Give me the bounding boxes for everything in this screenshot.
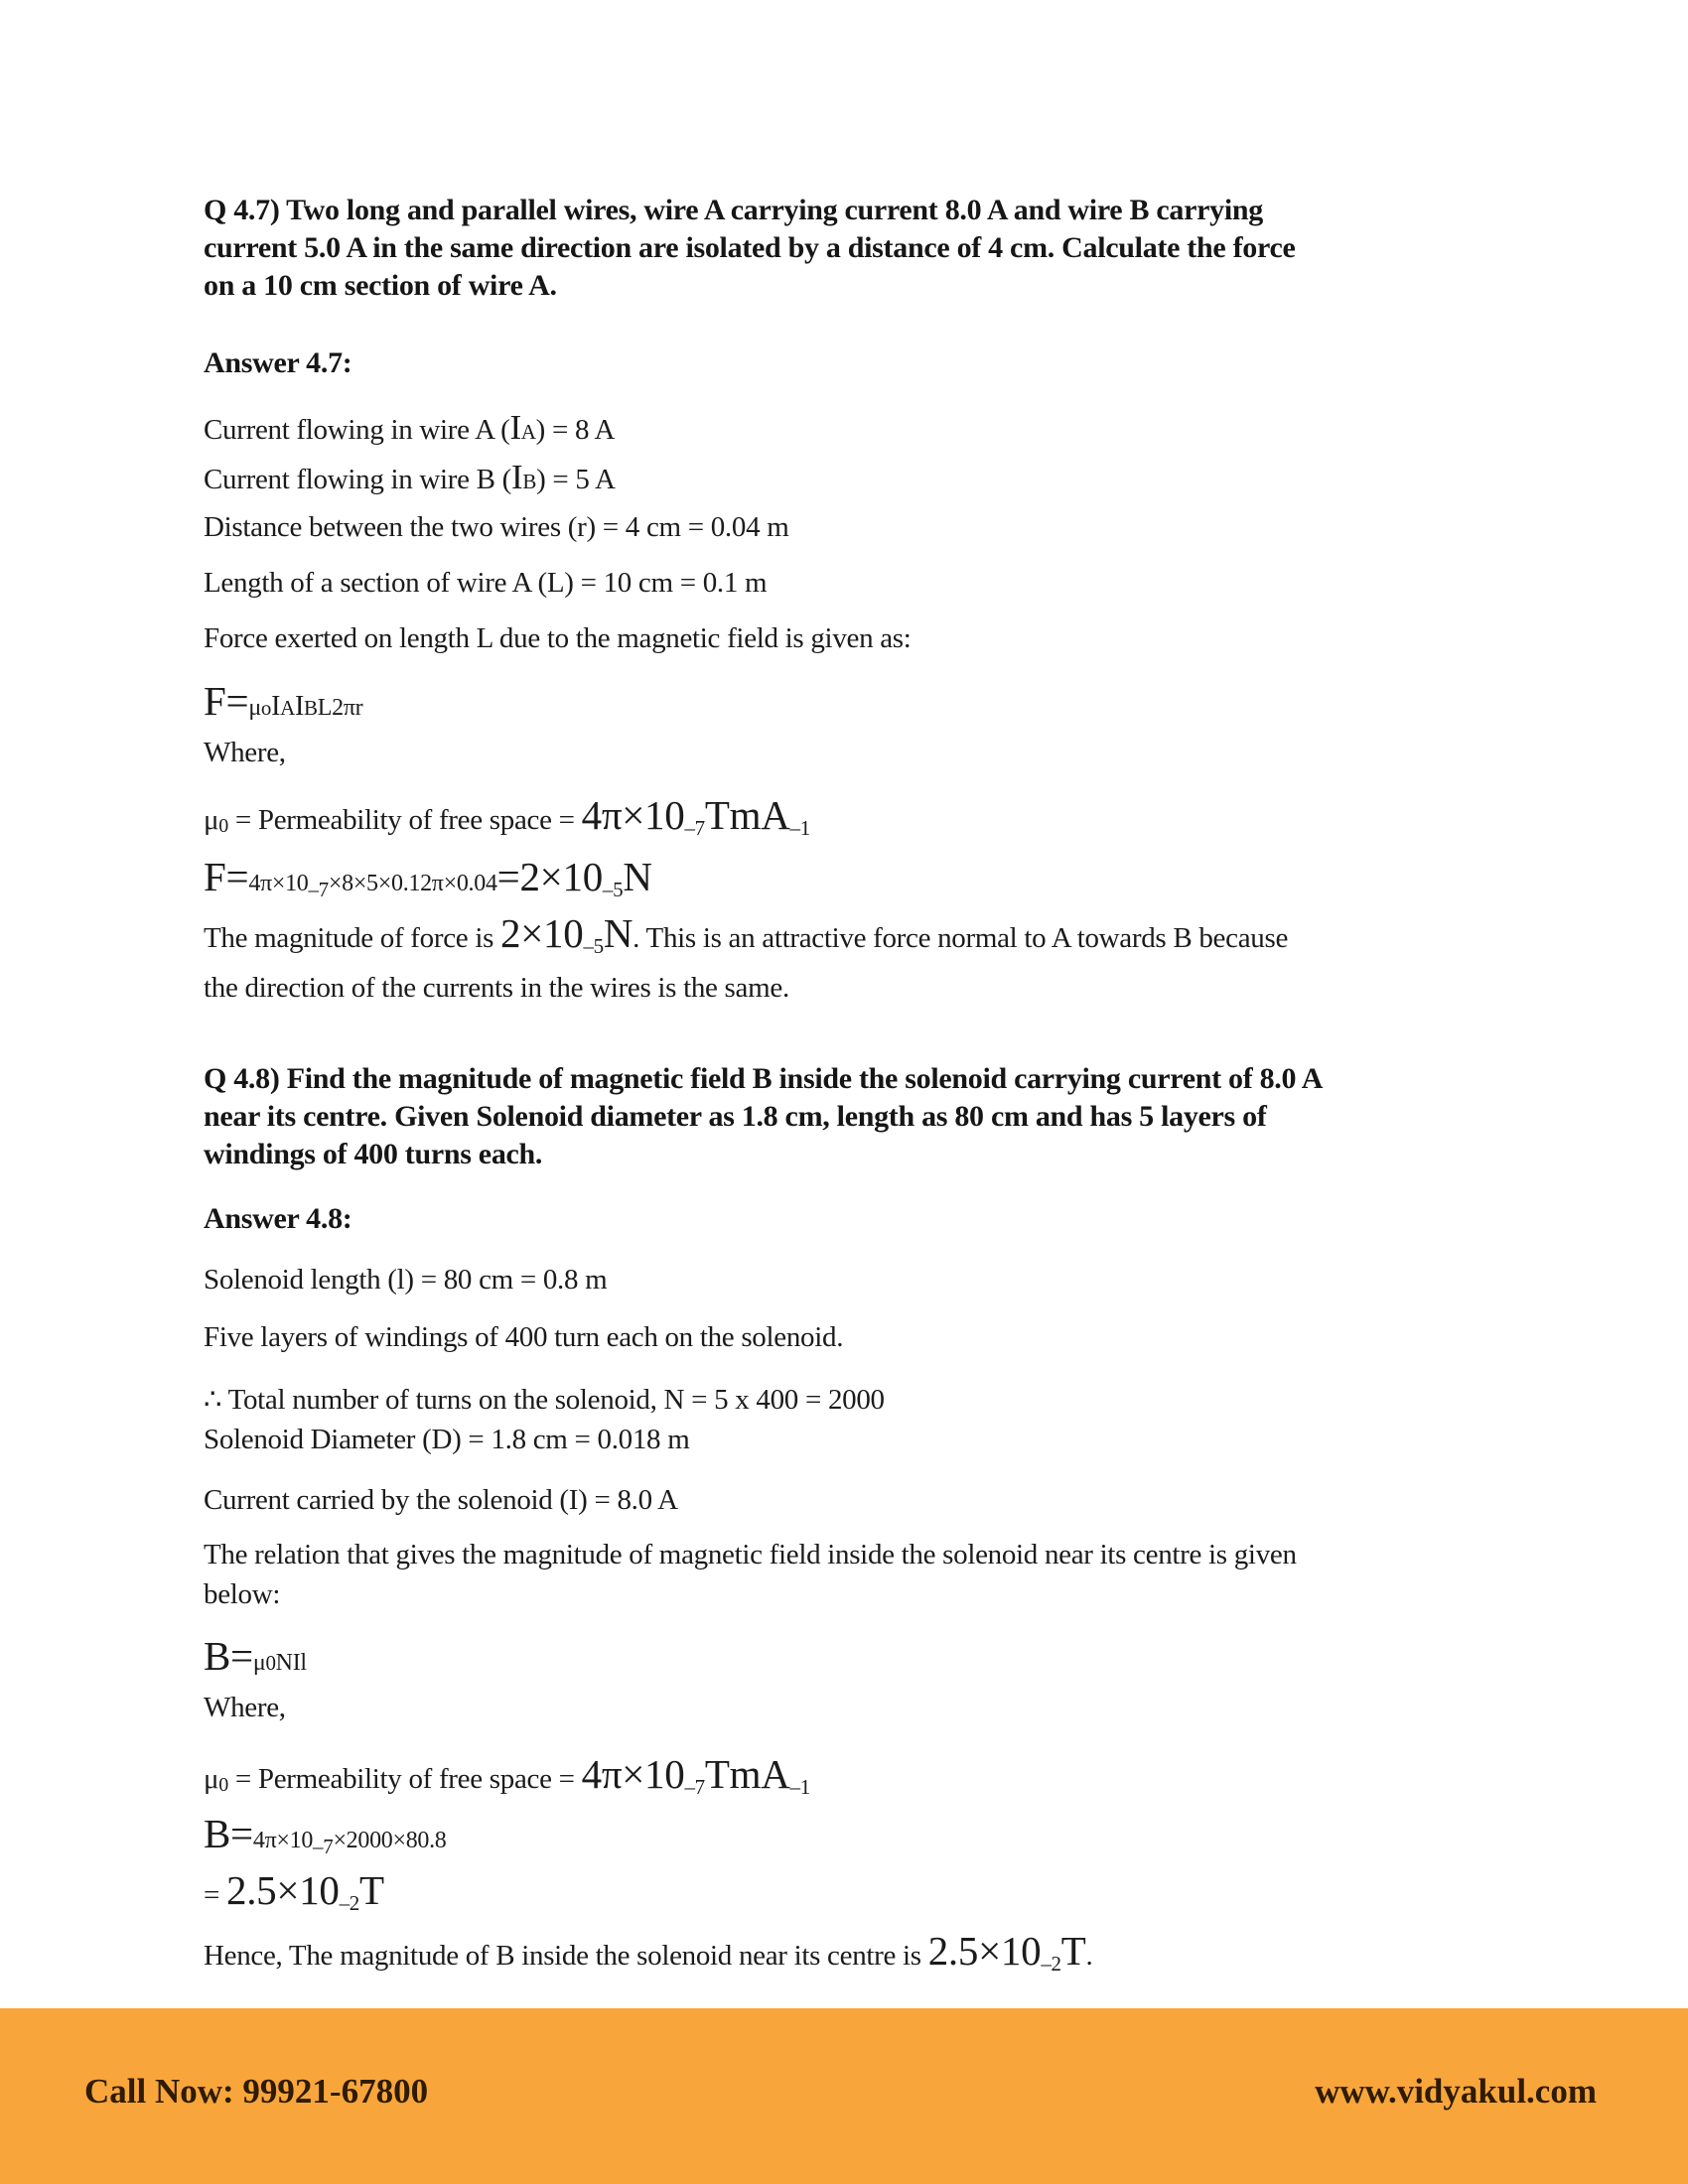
conclusion-line: [204, 912, 1494, 967]
field-result-line: [204, 1867, 1494, 1926]
formula-segment: F=: [204, 854, 249, 899]
given-current-b-line: [204, 455, 1494, 504]
formula-segment: –2: [339, 1891, 359, 1915]
given-current-a-line: [204, 405, 1494, 455]
relation-intro-paragraph: [204, 1535, 1494, 1614]
answer-4-7-label: Answer 4.7:: [204, 346, 352, 379]
formula-segment: –7: [308, 878, 329, 901]
question-line: current 5.0 A in the same direction are isolated by a distance of 4 cm. Calculate the force: [204, 231, 1296, 264]
formula-segment: 4π×10: [248, 871, 309, 896]
formula-segment: .: [1085, 1940, 1093, 1972]
call-now-text: Call Now: 99921-67800: [84, 2071, 429, 2111]
formula-segment: the direction of the currents in the wires is the same.: [204, 972, 789, 1004]
formula-segment: =: [204, 1879, 227, 1911]
formula-segment: –7: [684, 1775, 705, 1799]
formula-segment: Hence, The magnitude of B inside the solenoid near its centre is: [204, 1940, 928, 1972]
formula-segment: The magnitude of force is: [204, 922, 501, 954]
five-layers-line: Five layers of windings of 400 turn each on the solenoid.: [204, 1321, 844, 1353]
formula-segment: = Permeability of free space =: [227, 804, 582, 836]
force-formula-line: [204, 679, 1494, 730]
formula-segment: –5: [602, 878, 624, 901]
formula-segment: = Permeability of free space =: [227, 1763, 582, 1795]
formula-segment: 4π×10: [252, 1828, 314, 1853]
formula-segment: A: [280, 696, 296, 720]
formula-segment: ×2000×80.8: [333, 1828, 447, 1853]
force-intro-line: Force exerted on length L due to the magnetic field is given as:: [204, 622, 912, 654]
formula-segment: ×8×5×0.12π×0.04: [328, 871, 497, 896]
formula-segment: T: [359, 1867, 384, 1913]
field-formula-line: [204, 1634, 1494, 1685]
question-line: near its centre. Given Solenoid diameter as 1.8 cm, length as 80 cm and has 5 layers of: [204, 1100, 1267, 1133]
formula-segment: ) = 8 A: [535, 414, 616, 446]
website-text: www.vidyakul.com: [1315, 2071, 1597, 2111]
given-length-line: Length of a section of wire A (L) = 10 cm = 0.1 m: [204, 567, 768, 599]
formula-segment: B=: [204, 1633, 253, 1679]
formula-segment: –1: [789, 1775, 810, 1799]
mu0-definition-line-2: [204, 1748, 1494, 1813]
question-4-7-section: [204, 192, 1494, 1009]
formula-segment: NIl: [275, 1650, 307, 1676]
formula-segment: –7: [684, 816, 705, 840]
force-conclusion-paragraph: [204, 912, 1494, 1009]
formula-segment: TmA: [704, 1751, 790, 1797]
formula-segment: –5: [583, 934, 604, 958]
formula-segment: –1: [789, 816, 810, 840]
formula-segment: L2πr: [317, 695, 363, 721]
formula-segment: –7: [313, 1835, 334, 1858]
formula-segment: 4π×10: [581, 792, 685, 838]
where-label: Where,: [204, 737, 286, 768]
formula-segment: μ: [252, 1650, 266, 1676]
formula-segment: A: [520, 420, 536, 444]
formula-segment: ) = 5 A: [536, 464, 616, 495]
relation-line: The relation that gives the magnitude of magnetic field inside the solenoid near its centre is given: [204, 1539, 1297, 1570]
formula-segment: N: [623, 854, 652, 899]
formula-segment: I: [509, 408, 521, 447]
given-distance-line: Distance between the two wires (r) = 4 cm = 0.04 m: [204, 511, 789, 543]
formula-segment: –2: [1041, 1952, 1061, 1976]
formula-segment: N: [603, 910, 633, 956]
formula-segment: 0: [265, 1651, 276, 1675]
question-4-8-section: [204, 1060, 1494, 1988]
formula-segment: I: [295, 691, 305, 722]
formula-segment: =2×10: [496, 854, 603, 899]
solenoid-length-line: Solenoid length (l) = 80 cm = 0.8 m: [204, 1264, 608, 1296]
formula-segment: 0: [218, 1774, 228, 1796]
formula-segment: B: [304, 696, 318, 720]
answer-4-8-label: Answer 4.8:: [204, 1202, 352, 1235]
formula-segment: Current flowing in wire A (: [204, 414, 510, 446]
content-area: [204, 0, 1494, 1988]
formula-segment: . This is an attractive force normal to A towards B because: [633, 922, 1289, 954]
question-line: Q 4.8) Find the magnitude of magnetic field B inside the solenoid carrying current of 8.0 A: [204, 1062, 1324, 1095]
field-conclusion-line: [204, 1926, 1494, 1988]
where-label: Where,: [204, 1692, 286, 1723]
question-line: Q 4.7) Two long and parallel wires, wire A carrying current 8.0 A and wire B carrying: [204, 194, 1263, 226]
formula-segment: Current flowing in wire B (: [204, 464, 512, 495]
formula-segment: T: [1060, 1928, 1086, 1974]
footer-bar: [0, 2008, 1688, 2184]
solenoid-current-line: Current carried by the solenoid (I) = 8.0 A: [204, 1484, 678, 1516]
formula-segment: 2×10: [500, 910, 584, 956]
formula-segment: B: [522, 470, 537, 493]
formula-segment: 2.5×10: [927, 1928, 1042, 1974]
field-calculation-line: [204, 1813, 1494, 1867]
formula-segment: 4π×10: [581, 1751, 685, 1797]
total-turns-line: ∴ Total number of turns on the solenoid, N = 5 x 400 = 2000: [204, 1384, 885, 1416]
formula-segment: μ: [204, 1763, 219, 1795]
formula-segment: μ: [248, 695, 261, 721]
force-calculation-line: [204, 854, 1494, 912]
formula-segment: 2.5×10: [226, 1867, 340, 1913]
relation-line: below:: [204, 1578, 281, 1610]
conclusion-line: [204, 967, 1494, 1009]
formula-segment: I: [271, 691, 281, 722]
question-line: on a 10 cm section of wire A.: [204, 269, 557, 302]
formula-segment: 0: [218, 815, 228, 837]
formula-segment: I: [511, 458, 523, 496]
question-line: windings of 400 turns each.: [204, 1138, 543, 1170]
mu0-definition-line: [204, 789, 1494, 854]
formula-segment: μ: [204, 804, 219, 836]
formula-segment: B=: [204, 1811, 253, 1856]
formula-segment: TmA: [704, 792, 790, 838]
formula-segment: F=: [204, 678, 249, 724]
solenoid-diameter-line: Solenoid Diameter (D) = 1.8 cm = 0.018 m: [204, 1424, 690, 1455]
formula-segment: o: [260, 696, 272, 720]
